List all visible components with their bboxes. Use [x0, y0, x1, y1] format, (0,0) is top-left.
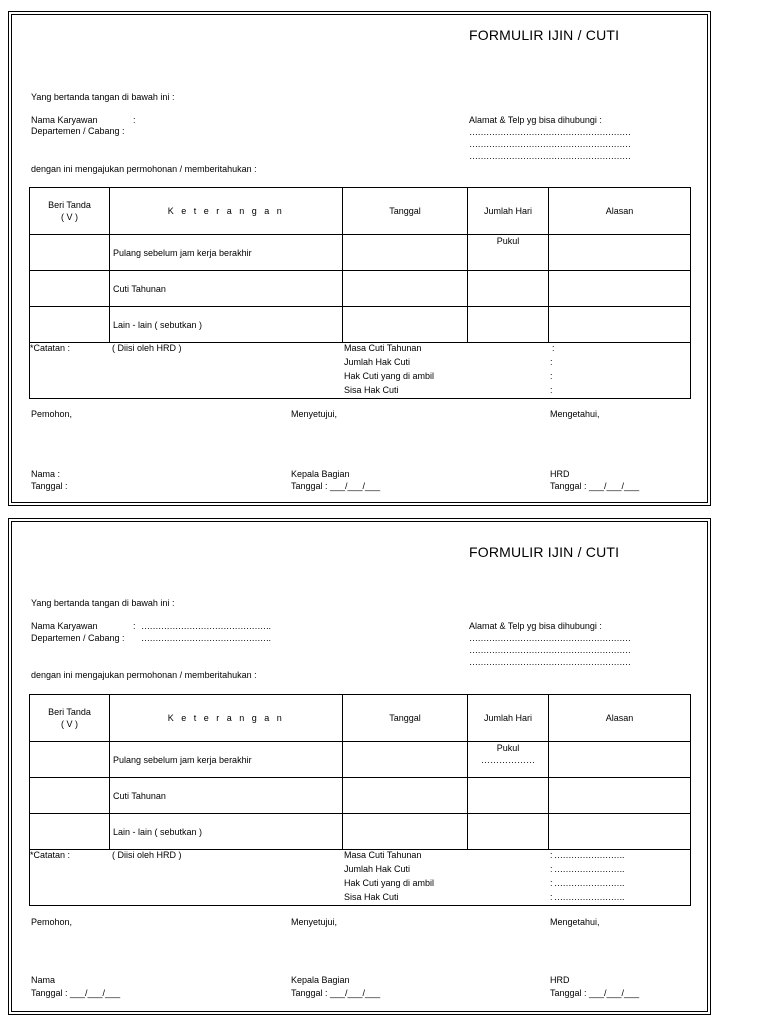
- check-cell[interactable]: [30, 307, 110, 343]
- keterangan-cell: Lain - lain ( sebutkan ): [110, 814, 343, 850]
- leave-taken-label: Hak Cuti yang di ambil: [344, 878, 435, 888]
- acknowledger-name: HRD: [550, 469, 570, 479]
- applicant-name[interactable]: Nama: [31, 975, 56, 985]
- leave-period-label: Masa Cuti Tahunan: [344, 343, 422, 353]
- employee-name-colon: :: [133, 621, 136, 631]
- alasan-cell[interactable]: [549, 307, 691, 343]
- check-cell[interactable]: [30, 271, 110, 307]
- note-row: [30, 850, 691, 906]
- leave-taken-value[interactable]: : …………………….: [550, 878, 625, 888]
- form-title: FORMULIR IJIN / CUTI: [469, 27, 620, 43]
- leave-entitlement-label: Jumlah Hak Cuti: [344, 357, 411, 367]
- jumlah-cell[interactable]: [468, 307, 549, 343]
- jumlah-cell[interactable]: [468, 235, 549, 271]
- tanggal-cell[interactable]: [343, 742, 468, 778]
- leave-entitlement-value[interactable]: : …………………….: [550, 864, 625, 874]
- leave-table: [29, 694, 691, 906]
- alasan-cell[interactable]: [549, 778, 691, 814]
- employee-name-field[interactable]: ……………………………………….: [141, 621, 271, 631]
- address-line-3[interactable]: …………………………………………………: [469, 151, 631, 161]
- table-row: [30, 271, 691, 307]
- approver-label: Menyetujui,: [291, 917, 338, 927]
- header-tanggal: Tanggal: [343, 188, 468, 235]
- applicant-date[interactable]: Tanggal :: [31, 481, 68, 491]
- header-check: Beri Tanda ( V ): [30, 695, 110, 742]
- check-cell[interactable]: [30, 814, 110, 850]
- jumlah-cell[interactable]: [468, 814, 549, 850]
- pukul-label: Pukul: [496, 743, 520, 753]
- keterangan-cell: Cuti Tahunan: [110, 778, 343, 814]
- tanggal-cell[interactable]: [343, 307, 468, 343]
- leave-taken-label: Hak Cuti yang di ambil: [344, 371, 435, 381]
- header-alasan: Alasan: [549, 188, 691, 235]
- table-header-row: [30, 188, 691, 235]
- leave-period-value[interactable]: :: [552, 343, 555, 353]
- leave-entitlement-value[interactable]: :: [550, 357, 553, 367]
- request-line: dengan ini mengajukan permohonan / memberitahukan :: [31, 164, 257, 174]
- table-row: [30, 742, 691, 778]
- table-row: [30, 778, 691, 814]
- note-hrd: ( Diisi oleh HRD ): [112, 850, 182, 860]
- table-header-row: [30, 695, 691, 742]
- form-title: FORMULIR IJIN / CUTI: [469, 544, 620, 560]
- intro-text: Yang bertanda tangan di bawah ini :: [31, 92, 175, 102]
- applicant-date[interactable]: Tanggal : ___/___/___: [31, 988, 121, 998]
- department-label: Departemen / Cabang :: [31, 633, 125, 643]
- header-keterangan: K e t e r a n g a n: [110, 695, 343, 742]
- keterangan-cell: Pulang sebelum jam kerja berakhir: [110, 235, 343, 271]
- tanggal-cell[interactable]: [343, 814, 468, 850]
- approver-date[interactable]: Tanggal : ___/___/___: [291, 988, 381, 998]
- applicant-label: Pemohon,: [31, 409, 73, 419]
- address-line-1[interactable]: …………………………………………………: [469, 633, 631, 643]
- pukul-value: ………………: [481, 755, 535, 765]
- department-field[interactable]: ……………………………………….: [141, 633, 271, 643]
- acknowledger-name: HRD: [550, 975, 570, 985]
- table-row: [30, 307, 691, 343]
- address-label: Alamat & Telp yg bisa dihubungi :: [469, 115, 602, 125]
- employee-name-label: Nama Karyawan: [31, 115, 98, 125]
- check-cell[interactable]: [30, 742, 110, 778]
- employee-name-label: Nama Karyawan: [31, 621, 98, 631]
- acknowledger-date[interactable]: Tanggal : ___/___/___: [550, 481, 640, 491]
- leave-remaining-label: Sisa Hak Cuti: [344, 892, 399, 902]
- acknowledger-label: Mengetahui,: [550, 917, 600, 927]
- applicant-name[interactable]: Nama :: [31, 469, 61, 479]
- note-cell: [30, 850, 691, 906]
- leave-taken-value[interactable]: :: [550, 371, 553, 381]
- header-jumlah-hari: Jumlah Hari: [468, 188, 549, 235]
- approver-date[interactable]: Tanggal : ___/___/___: [291, 481, 381, 491]
- pukul-label: Pukul: [496, 236, 520, 246]
- header-keterangan: K e t e r a n g a n: [110, 188, 343, 235]
- tanggal-cell[interactable]: [343, 778, 468, 814]
- jumlah-cell[interactable]: [468, 271, 549, 307]
- leave-form-2: [8, 518, 711, 1015]
- approver-label: Menyetujui,: [291, 409, 338, 419]
- table-row: [30, 814, 691, 850]
- table-row: [30, 235, 691, 271]
- leave-form-1: [8, 11, 711, 506]
- address-line-1[interactable]: …………………………………………………: [469, 127, 631, 137]
- department-label: Departemen / Cabang :: [31, 126, 125, 136]
- keterangan-cell: Cuti Tahunan: [110, 271, 343, 307]
- address-label: Alamat & Telp yg bisa dihubungi :: [469, 621, 602, 631]
- note-row: [30, 343, 691, 399]
- header-jumlah-hari: Jumlah Hari: [468, 695, 549, 742]
- note-label: *Catatan :: [30, 850, 71, 860]
- check-cell[interactable]: [30, 235, 110, 271]
- note-hrd: ( Diisi oleh HRD ): [112, 343, 182, 353]
- leave-remaining-value[interactable]: :: [550, 385, 553, 395]
- keterangan-cell: Lain - lain ( sebutkan ): [110, 307, 343, 343]
- intro-text: Yang bertanda tangan di bawah ini :: [31, 598, 175, 608]
- jumlah-cell[interactable]: [468, 742, 549, 778]
- header-alasan: Alasan: [549, 695, 691, 742]
- applicant-label: Pemohon,: [31, 917, 73, 927]
- address-line-2[interactable]: …………………………………………………: [469, 139, 631, 149]
- acknowledger-date[interactable]: Tanggal : ___/___/___: [550, 988, 640, 998]
- header-tanggal: Tanggal: [343, 695, 468, 742]
- alasan-cell[interactable]: [549, 742, 691, 778]
- tanggal-cell[interactable]: [343, 235, 468, 271]
- jumlah-cell[interactable]: [468, 778, 549, 814]
- leave-remaining-label: Sisa Hak Cuti: [344, 385, 399, 395]
- check-cell[interactable]: [30, 778, 110, 814]
- header-check: Beri Tanda ( V ): [30, 188, 110, 235]
- leave-period-value[interactable]: : …………………….: [550, 850, 625, 860]
- leave-period-label: Masa Cuti Tahunan: [344, 850, 422, 860]
- approver-name: Kepala Bagian: [291, 975, 350, 985]
- note-cell: [30, 343, 691, 399]
- note-label: *Catatan :: [30, 343, 71, 353]
- alasan-cell[interactable]: [549, 814, 691, 850]
- alasan-cell[interactable]: [549, 235, 691, 271]
- leave-table: [29, 187, 691, 399]
- leave-remaining-value[interactable]: : …………………….: [550, 892, 625, 902]
- keterangan-cell: Pulang sebelum jam kerja berakhir: [110, 742, 343, 778]
- address-line-2[interactable]: …………………………………………………: [469, 645, 631, 655]
- address-line-3[interactable]: …………………………………………………: [469, 657, 631, 667]
- tanggal-cell[interactable]: [343, 271, 468, 307]
- acknowledger-label: Mengetahui,: [550, 409, 600, 419]
- leave-entitlement-label: Jumlah Hak Cuti: [344, 864, 411, 874]
- employee-name-colon: :: [133, 115, 136, 125]
- request-line: dengan ini mengajukan permohonan / memberitahukan :: [31, 670, 257, 680]
- alasan-cell[interactable]: [549, 271, 691, 307]
- approver-name: Kepala Bagian: [291, 469, 350, 479]
